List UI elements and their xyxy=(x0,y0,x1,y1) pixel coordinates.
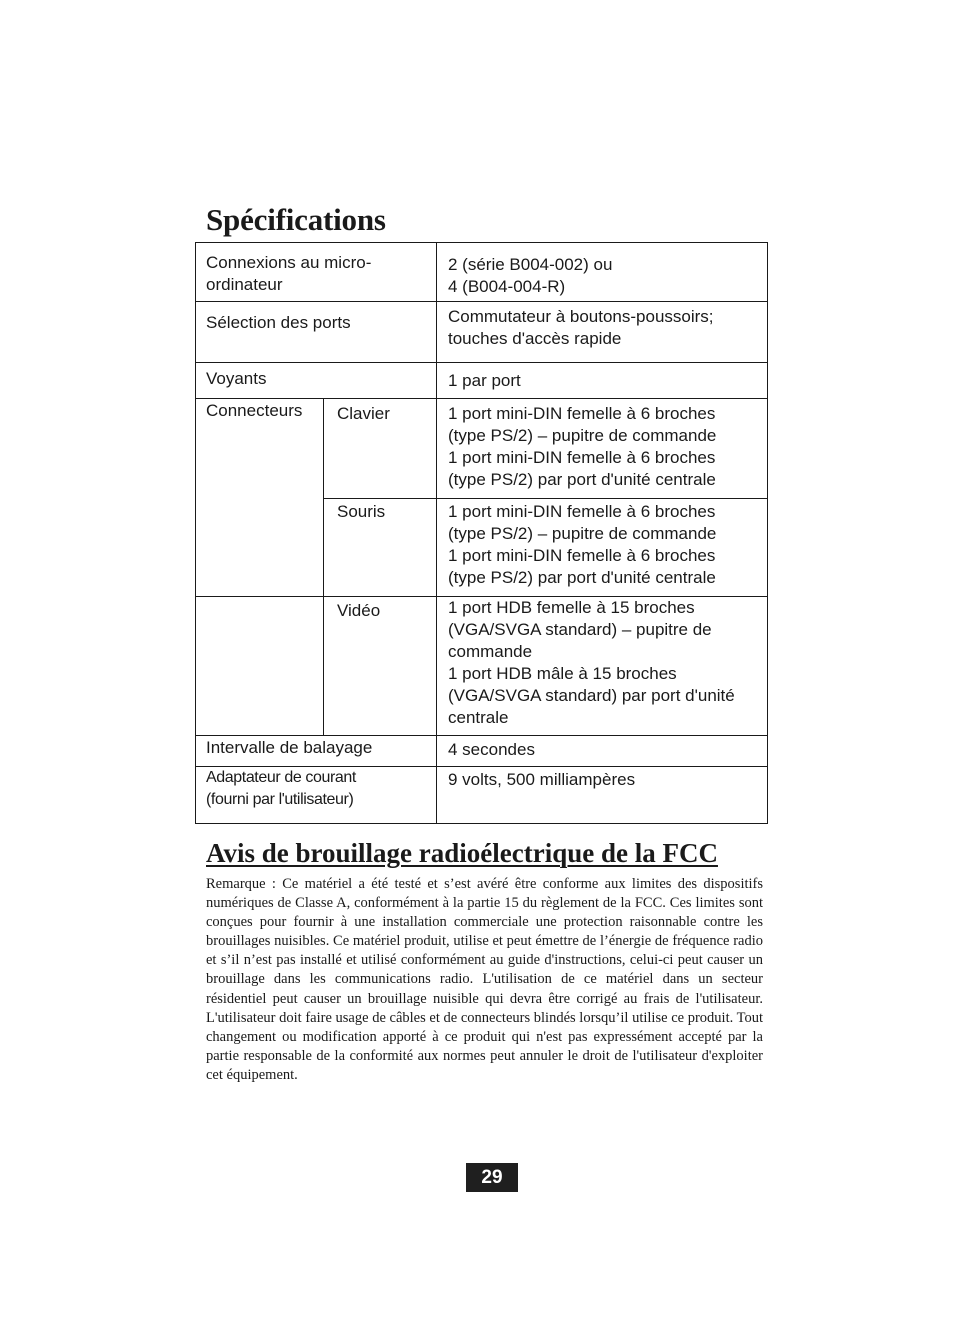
page-number: 29 xyxy=(466,1163,518,1192)
fcc-notice-text: Remarque : Ce matériel a été testé et s’est avéré être conforme aux limites des dispositifs numériques de Classe A, conformément à la partie 15 du règlement de la FCC. Ces limites sont conçues pour fournir à une installation commerciale une protection raisonnable contre les brouillages nuisibles. Ce matériel produit, utilise et peut émettre de l’énergie de fréquence radio et s’il n’est pas installé et utilisé conformément au guide d'instructions, celui-ci peut causer un brouillage dans les communications radio. L'utilisation de ce matériel dans un secteur résidentiel peut causer un brouillage nuisible qui devra être corrigé au frais de l'utilisateur. L'utilisateur doit faire usage de câbles et de connecteurs blindés lorsqu’il utilise ce produit. Tout changement ou modification apporté à ce produit qui n'est pas expressément accepté par la partie responsable de la conformité aux normes peut annuler le droit de l'utilisateur d'exploiter cet équipement. xyxy=(206,876,763,1083)
row-divider xyxy=(323,498,767,499)
spec-value-keyboard: 1 port mini-DIN femelle à 6 broches (type PS/2) – pupitre de commande 1 port mini-DIN femelle à 6 broches (type PS/2) par port d'unité centrale xyxy=(448,404,717,489)
row-divider xyxy=(196,301,767,302)
spec-label-keyboard: Clavier xyxy=(337,404,390,423)
specifications-table xyxy=(195,242,768,824)
column-divider xyxy=(323,398,324,735)
spec-value-video: 1 port HDB femelle à 15 broches (VGA/SVGA standard) – pupitre de commande 1 port HDB mâle à 15 broches (VGA/SVGA standard) par port d'unité centrale xyxy=(448,598,735,727)
spec-label-leds: Voyants xyxy=(206,369,267,388)
spec-label-power-adapter: Adaptateur de courant (fourni par l'utilisateur) xyxy=(206,769,356,808)
spec-value-leds: 1 par port xyxy=(448,371,521,390)
row-divider xyxy=(196,362,767,363)
spec-label-mouse: Souris xyxy=(337,502,386,521)
spec-value-mouse: 1 port mini-DIN femelle à 6 broches (type PS/2) – pupitre de commande 1 port mini-DIN femelle à 6 broches (type PS/2) par port d'unité centrale xyxy=(448,502,717,587)
spec-label-video: Vidéo xyxy=(337,601,381,620)
spec-label-connectors: Connecteurs xyxy=(206,401,303,420)
fcc-notice-heading: Avis de brouillage radioélectrique de la FCC xyxy=(206,838,718,868)
row-divider xyxy=(196,735,767,736)
spec-label-computer-connections: Connexions au micro- ordinateur xyxy=(206,253,372,294)
spec-value-port-selection: Commutateur à boutons-poussoirs; touches d'accès rapide xyxy=(448,307,714,348)
spec-value-power-adapter: 9 volts, 500 milliampères xyxy=(448,770,636,789)
spec-value-scan-interval: 4 secondes xyxy=(448,740,535,759)
page-title: Spécifications xyxy=(206,202,386,237)
row-divider xyxy=(196,398,767,399)
spec-label-scan-interval: Intervalle de balayage xyxy=(206,738,373,757)
column-divider xyxy=(436,243,437,823)
spec-value-computer-connections: 2 (série B004-002) ou 4 (B004-004-R) xyxy=(448,255,613,296)
spec-label-port-selection: Sélection des ports xyxy=(206,313,351,332)
